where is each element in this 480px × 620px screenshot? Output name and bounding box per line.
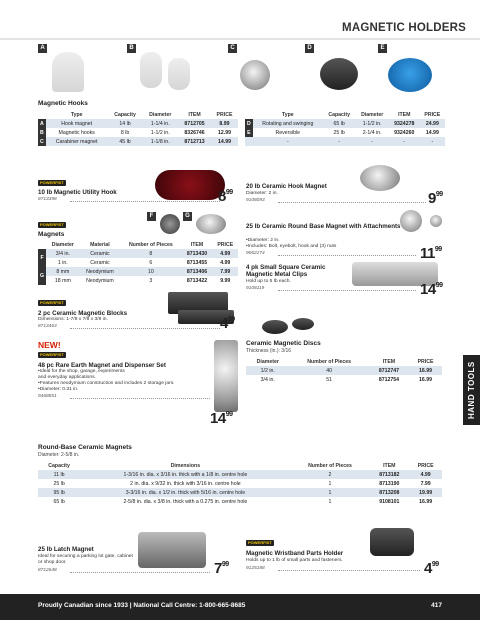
wristband-sku: 9125188 [246,566,265,571]
table-row: 1 in. Ceramic 6 8713455 4.99 [38,258,238,267]
col-diameter: Diameter [149,112,172,118]
new-badge: NEW! [38,340,61,350]
blocks-price: $4^{99}$ [220,315,235,332]
table-row: 18 mm Neodymium 3 8713422 9.99 [38,276,238,285]
wristband-price: $4^{99}$ [424,560,439,577]
powerfist-logo: POWERFIST [40,180,64,185]
latch-sku: 8712648 [38,568,57,573]
ceramic-hook-desc: Diameter: 2 in. [246,191,278,196]
disc-image [262,320,288,334]
utility-hook-price: $8^{99}$ [218,188,233,205]
discs-desc: Thickness (in.): 3/16 [246,348,292,354]
table-row: 11 lb 1-3/16 in. dia. x 3/16 in. thick with a 1/8 in. centre hole 2 8713182 4.99 [38,470,442,479]
powerfist-logo: POWERFIST [40,222,64,227]
table-row: 1/2 in. 40 8712747 16.99 [246,366,442,375]
hand-tools-tab: HAND TOOLS [463,355,480,425]
ceramic-hook-sku: 9108093 [246,198,265,203]
table-row: A Hook magnet 14 lb 1-1/4 in. 8712705 8.99 [38,119,238,128]
dot-leader [70,328,220,329]
label-f: F [147,212,156,221]
wristband-desc: Holds up to 1 lb of small parts and fasteners. [246,558,343,563]
table-row: G 8 mm Neodymium 10 8713406 7.99 [38,267,238,276]
latch-magnet-image [138,532,206,568]
magnet-g-image [196,214,226,234]
carabiner-magnet-image [240,60,270,90]
round-base-ceramic-desc: Diameter: 2-5/8 in. [38,452,80,458]
wristband-name: Magnetic Wristband Parts Holder [246,550,344,557]
wristband-image [370,528,414,556]
swinging-magnet-image [320,58,358,90]
table-row: 95 lb 3-3/16 in. dia. x 1/2 in. thick with 5/16 in. centre hole 1 8713208 19.99 [38,488,442,497]
table-row: - - - - - [245,137,445,146]
rare-earth-bullet: •Diameter: 0.31 in. [38,387,79,392]
rare-earth-price: $14^{99}$ [210,410,233,427]
ceramic-hook-price: $9^{99}$ [428,190,443,207]
footer [0,594,480,620]
dot-leader [70,201,220,202]
label-g: G [183,212,192,221]
hooks-table-right: Type Capacity Diameter ITEM PRICE D Rotating and swinging 65 lb 1-1/2 in. 9324278 24.99 E Reversible 25 lb 2-1/4 in. 9324260 14.99 - - - - - [245,111,445,146]
col-item: ITEM [188,112,201,118]
round-base-ceramic-table: Capacity Dimensions Number of Pieces ITEM PRICE 11 lb 1-3/16 in. dia. x 3/16 in. thick with a 1/8 in. centre hole 2 8713182 4.99 25 lb 2 in. dia. x 9/32 in. thick with 3/16 in. centre hole 1 8713190 7.99 95 lb 3-3/16 in. dia. x 1/2 in. thick with 5/16 in. centre hole 1 8713208 19.99 65 lb 2-5/8 in. dia. x 3/8 in. thick with a 0.275 in. centre hole 1 9108101 16.99 [38,462,442,506]
blocks-name: 2 pc Ceramic Magnetic Blocks [38,310,128,317]
rare-earth-bullet: •Features neodymium construction and includes 2 storage jars. [38,381,175,386]
powerfist-logo: POWERFIST [40,300,64,305]
page-number: 417 [431,602,442,609]
latch-price: $7^{99}$ [214,560,229,577]
reversible-magnet-image [388,58,432,92]
discs-title: Ceramic Magnetic Discs [246,340,321,347]
round-base-bullet: •Diameter: 2 in. [246,238,280,243]
round-base-name: 25 lb Ceramic Round Base Magnet with Attachments [246,223,401,230]
label-d: D [305,44,314,53]
table-row: 25 lb 2 in. dia. x 9/32 in. thick with 3/16 in. centre hole 1 8713190 7.99 [38,479,442,488]
clips-desc: Hold up to 5 lb each. [246,279,291,284]
col-price: PRICE [216,112,233,118]
dot-leader [70,572,210,573]
label-b: B [127,44,136,53]
rare-earth-name: 48 pc Rare Earth Magnet and Dispenser Set [38,362,166,369]
utility-hook-sku: 8713398 [38,197,57,202]
rare-earth-bullet: •Ideal for the shop, garage, experiments [38,369,125,374]
hooks-table-left [38,111,238,146]
footer-text: Proudly Canadian since 1933 | National Call Centre: 1-800-665-8685 [38,602,246,609]
ceramic-hook-name: 20 lb Ceramic Hook Magnet [246,183,327,190]
blocks-desc: Dimensions: 1-7/8 x 7/8 x 3/8 in. [38,317,108,322]
dot-leader [278,255,416,256]
utility-hook-image [155,170,225,200]
disc-image-2 [292,318,314,330]
rare-earth-image [214,340,238,412]
round-base-sku: 9062274 [246,251,265,256]
table-row: B Magnetic hooks 8 lb 1-1/2 in. 8326746 12.99 [38,128,238,137]
table-row: 3/4 in. 51 8712754 16.99 [246,375,442,384]
hooks-title: Magnetic Hooks [38,100,88,107]
hook-magnet-image [52,52,84,92]
blocks-sku: 8713463 [38,324,57,329]
magnets-title: Magnets [38,231,65,238]
utility-hook-name: 10 lb Magnetic Utility Hook [38,189,117,196]
powerfist-logo: POWERFIST [248,540,272,545]
powerfist-logo: POWERFIST [40,352,64,357]
clips-price: $14^{99}$ [420,281,443,298]
round-base-bullet: •Includes: Bolt, eyebolt, hook and (3) nuts [246,244,337,249]
table-row: C Carabiner magnet 45 lb 1-1/8 in. 8712713 14.99 [38,137,238,146]
dot-leader [278,202,426,203]
attachment-image [430,215,442,227]
latch-desc: Ideal for securing a parking lot gate, cabinet or shop door. [38,554,133,565]
label-c: C [228,44,237,53]
ceramic-hook-image [360,165,400,191]
clips-name: 4 pk Small Square Ceramic Magnetic Metal Clips [246,264,326,278]
clips-sku: 9108119 [246,286,265,291]
magnet-f-image [160,214,180,234]
table-row: 65 lb 2-5/8 in. dia. x 3/8 in. thick with a 0.275 in. centre hole 1 9108101 16.99 [38,497,442,506]
label-e: E [378,44,387,53]
divider [0,38,480,40]
col-type: Type [70,112,83,118]
table-row: E Reversible 25 lb 2-1/4 in. 9324260 14.99 [245,128,445,137]
label-a: A [38,44,47,53]
rare-earth-bullet: and everyday applications. [38,375,96,380]
round-base-ceramic-title: Round-Base Ceramic Magnets [38,444,132,451]
discs-table: Diameter Number of Pieces ITEM PRICE 1/2 in. 40 8712747 16.99 3/4 in. 51 8712754 16.99 [246,358,442,384]
magnetic-hooks-image-2 [168,58,190,90]
dot-leader [278,290,416,291]
magnets-table: Diameter Material Number of Pieces ITEM PRICE F 3/4 in. Ceramic 8 8713430 4.99 1 in. Ceramic 6 8713455 4.99 G 8 mm Neodymium 10 8713406 7.99 18 mm Neodymium 3 8713422 9.99 [38,241,238,285]
page-title: MAGNETIC HOLDERS [342,22,466,34]
rare-earth-sku: 9468851 [38,394,57,399]
round-base-price: $11^{99}$ [420,245,442,262]
dot-leader [70,398,210,399]
magnetic-hooks-image [140,52,162,88]
dot-leader [278,570,420,571]
table-row: D Rotating and swinging 65 lb 1-1/2 in. 9324278 24.99 [245,119,445,128]
table-row: F 3/4 in. Ceramic 8 8713430 4.99 [38,249,238,258]
col-capacity: Capacity [114,112,136,118]
latch-name: 25 lb Latch Magnet [38,546,94,553]
